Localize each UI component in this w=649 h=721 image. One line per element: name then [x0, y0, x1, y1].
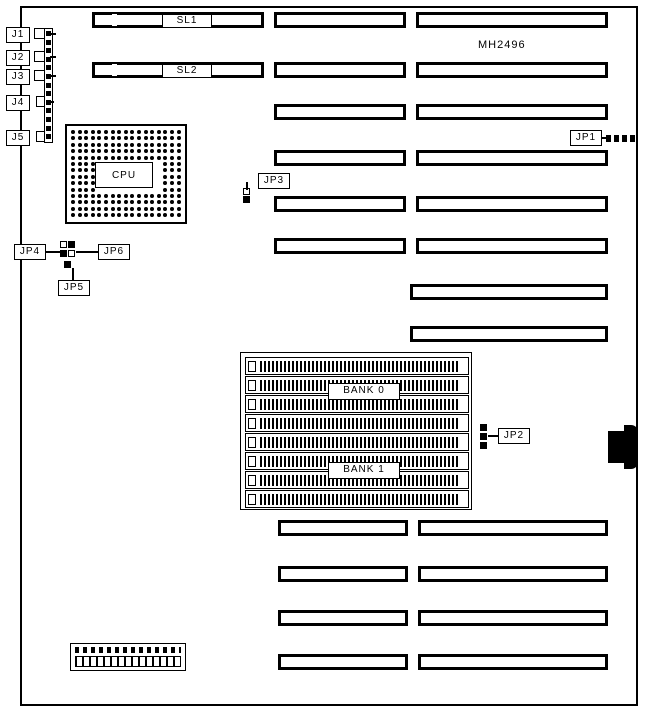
expansion-slot-mid-r-1[interactable]: [416, 104, 608, 120]
simm-tab: [248, 437, 256, 448]
cpu-pin-dot: [157, 213, 161, 217]
cpu-pin-dot: [150, 194, 154, 198]
cpu-pin-dot: [137, 194, 141, 198]
cpu-pin-dot: [71, 194, 75, 198]
keyboard-connector[interactable]: [608, 425, 638, 469]
cpu-pin-dot: [91, 149, 95, 153]
cpu-pin-dot: [104, 130, 108, 134]
cpu-pin-dot: [71, 162, 75, 166]
edge-pin: [46, 117, 51, 122]
cpu-pin-dot: [170, 149, 174, 153]
slot-inner: [277, 107, 403, 117]
slot-notch: [112, 14, 117, 26]
simm-contacts: [260, 437, 460, 448]
jumper-label-jp2: JP2: [498, 428, 530, 444]
cpu-pin-dot: [137, 156, 141, 160]
cpu-pin-dot: [150, 200, 154, 204]
cpu-pin-dot: [130, 130, 134, 134]
cpu-pin-dot: [177, 162, 181, 166]
cpu-pin-dot: [177, 149, 181, 153]
slot-inner: [277, 15, 403, 25]
cpu-pin-dot: [117, 213, 121, 217]
jumper-label-jp1: JP1: [570, 130, 602, 146]
cpu-pin-dot: [163, 156, 167, 160]
cpu-pin-dot: [177, 175, 181, 179]
expansion-slot-bot-3[interactable]: [278, 610, 408, 626]
cpu-pin-dot: [97, 213, 101, 217]
cpu-pin-dot: [71, 130, 75, 134]
cpu-pin-dot: [144, 156, 148, 160]
header-pin-row-bottom: [75, 656, 181, 667]
cpu-pin-dot: [91, 156, 95, 160]
simm-tab: [248, 380, 256, 391]
cpu-pin-dot: [78, 162, 82, 166]
expansion-slot-bot-r-1[interactable]: [418, 520, 608, 536]
cpu-pin-dot: [157, 156, 161, 160]
expansion-slot-bot-r-2[interactable]: [418, 566, 608, 582]
slot-inner: [419, 241, 605, 251]
cpu-pin-dot: [177, 168, 181, 172]
cpu-pin-dot: [163, 194, 167, 198]
connector-label-j5: J5: [6, 130, 30, 146]
cpu-pin-dot: [157, 207, 161, 211]
cpu-pin-dot: [150, 156, 154, 160]
cpu-pin-dot: [84, 200, 88, 204]
simm-tab: [248, 494, 256, 505]
cpu-pin-dot: [137, 200, 141, 204]
cpu-pin-dot: [170, 175, 174, 179]
simm-socket[interactable]: [245, 490, 469, 508]
cpu-pin-dot: [84, 156, 88, 160]
slot-inner: [277, 199, 403, 209]
cpu-pin-dot: [177, 130, 181, 134]
cpu-pin-dot: [71, 143, 75, 147]
slot-inner: [277, 241, 403, 251]
jumper-label-jp6: JP6: [98, 244, 130, 260]
expansion-slot-top-mid-1[interactable]: [274, 12, 406, 28]
cpu-pin-dot: [78, 207, 82, 211]
expansion-slot-bot-2[interactable]: [278, 566, 408, 582]
cpu-pin-dot: [163, 200, 167, 204]
connector-j4-leader: [50, 101, 54, 103]
cpu-pin-dot: [104, 200, 108, 204]
slot-inner: [421, 523, 605, 533]
cpu-label: CPU: [95, 162, 153, 188]
cpu-pin-dot: [150, 149, 154, 153]
cpu-pin-dot: [71, 188, 75, 192]
jumper-label-jp3: JP3: [258, 173, 290, 189]
cpu-pin-dot: [78, 130, 82, 134]
cpu-pin-dot: [130, 156, 134, 160]
slot-inner: [281, 613, 405, 623]
simm-contacts: [260, 399, 460, 410]
left-edge-pin-dots: [44, 28, 53, 143]
cpu-pin-dot: [124, 207, 128, 211]
cpu-pin-dot: [163, 143, 167, 147]
cpu-pin-dot: [150, 207, 154, 211]
slot-inner: [421, 657, 605, 667]
slot-inner: [419, 153, 605, 163]
edge-pin: [46, 40, 51, 45]
keyboard-connector-shell: [624, 425, 638, 469]
cpu-pin-dot: [84, 149, 88, 153]
simm-socket[interactable]: [245, 357, 469, 375]
cpu-pin-dot: [130, 143, 134, 147]
expansion-slot-mid-4[interactable]: [274, 238, 406, 254]
slot-inner: [281, 523, 405, 533]
simm-tab: [248, 456, 256, 467]
cpu-pin-dot: [170, 143, 174, 147]
slot-inner: [413, 329, 605, 339]
edge-pin: [46, 91, 51, 96]
slot-inner: [421, 569, 605, 579]
cpu-pin-dot: [163, 188, 167, 192]
cpu-pin-dot: [170, 130, 174, 134]
edge-pin: [46, 126, 51, 131]
cpu-pin-dot: [170, 207, 174, 211]
expansion-slot-top-right-2[interactable]: [416, 62, 608, 78]
cpu-pin-dot: [177, 213, 181, 217]
cpu-pin-dot: [163, 149, 167, 153]
expansion-slot-bot-1[interactable]: [278, 520, 408, 536]
cpu-pin-dot: [78, 188, 82, 192]
cpu-pin-dot: [144, 207, 148, 211]
cpu-pin-dot: [97, 207, 101, 211]
cpu-pin-dot: [117, 130, 121, 134]
cpu-pin-dot: [130, 149, 134, 153]
cpu-pin-dot: [163, 207, 167, 211]
edge-pin: [46, 65, 51, 70]
simm-socket[interactable]: [245, 433, 469, 451]
cpu-pin-dot: [97, 194, 101, 198]
cpu-pin-dot: [111, 143, 115, 147]
cpu-pin-dot: [177, 200, 181, 204]
jumper-jp2-leader: [488, 435, 498, 437]
slot-inner: [421, 613, 605, 623]
expansion-slot-mid-r-6[interactable]: [410, 326, 608, 342]
edge-pin: [46, 108, 51, 113]
connector-label-j4: J4: [6, 95, 30, 111]
cpu-pin-dot: [170, 168, 174, 172]
connector-label-j2: J2: [6, 50, 30, 66]
cpu-pin-dot: [130, 136, 134, 140]
cpu-pin-dot: [117, 136, 121, 140]
cpu-pin-dot: [84, 194, 88, 198]
board-id-text: MH2496: [478, 39, 526, 51]
cpu-pin-dot: [170, 136, 174, 140]
connector-label-j3: J3: [6, 69, 30, 85]
cpu-pin-dot: [170, 156, 174, 160]
cpu-pin-dot: [71, 200, 75, 204]
cpu-pin-dot: [157, 136, 161, 140]
cpu-pin-dot: [163, 130, 167, 134]
expansion-slot-mid-r-5[interactable]: [410, 284, 608, 300]
connector-j1-leader: [50, 33, 56, 35]
edge-pin: [46, 48, 51, 53]
cpu-pin-dot: [137, 213, 141, 217]
cpu-pin-dot: [124, 149, 128, 153]
cpu-pin-dot: [84, 143, 88, 147]
expansion-slot-bot-r-4[interactable]: [418, 654, 608, 670]
cpu-pin-dot: [157, 143, 161, 147]
jumper-label-jp4: JP4: [14, 244, 46, 260]
cpu-pin-dot: [78, 175, 82, 179]
cpu-pin-dot: [71, 181, 75, 185]
cpu-pin-dot: [163, 181, 167, 185]
cpu-pin-dot: [144, 213, 148, 217]
cpu-pin-dot: [97, 200, 101, 204]
keyboard-connector-body: [608, 431, 624, 463]
bank-label-0: BANK 0: [328, 383, 400, 400]
cpu-pin-dot: [150, 130, 154, 134]
slot-label-sl2: SL2: [162, 64, 212, 78]
cpu-pin-dot: [170, 162, 174, 166]
cpu-pin-dot: [124, 194, 128, 198]
cpu-pin-dot: [91, 207, 95, 211]
cpu-pin-dot: [71, 207, 75, 211]
cpu-pin-dot: [150, 143, 154, 147]
expansion-slot-bot-r-3[interactable]: [418, 610, 608, 626]
cpu-pin-dot: [78, 181, 82, 185]
cpu-pin-dot: [170, 200, 174, 204]
cpu-pin-dot: [157, 194, 161, 198]
cpu-pin-dot: [84, 130, 88, 134]
cpu-pin-dot: [78, 143, 82, 147]
cpu-pin-dot: [78, 194, 82, 198]
cpu-pin-dot: [124, 213, 128, 217]
cpu-pin-dot: [97, 130, 101, 134]
cpu-pin-dot: [177, 181, 181, 185]
cpu-pin-dot: [124, 143, 128, 147]
cpu-pin-dot: [84, 136, 88, 140]
cpu-pin-dot: [97, 156, 101, 160]
cpu-pin-dot: [111, 194, 115, 198]
cpu-pin-dot: [78, 213, 82, 217]
jumper-jp5-leader: [72, 268, 74, 280]
slot-notch: [112, 64, 117, 76]
slot-inner: [419, 199, 605, 209]
cpu-pin-dot: [170, 194, 174, 198]
jumper-label-jp5: JP5: [58, 280, 90, 296]
simm-socket[interactable]: [245, 414, 469, 432]
cpu-pin-dot: [111, 200, 115, 204]
cpu-pin-dot: [84, 175, 88, 179]
edge-pin: [46, 134, 51, 139]
cpu-pin-dot: [71, 168, 75, 172]
cpu-pin-dot: [177, 207, 181, 211]
cpu-pin-dot: [163, 136, 167, 140]
cpu-pin-dot: [71, 149, 75, 153]
cpu-pin-dot: [137, 143, 141, 147]
cpu-pin-dot: [91, 188, 95, 192]
cpu-pin-dot: [124, 130, 128, 134]
cpu-pin-dot: [91, 213, 95, 217]
cpu-pin-dot: [84, 207, 88, 211]
memory-simm-area: [240, 352, 472, 510]
simm-tab: [248, 399, 256, 410]
expansion-slot-mid-2[interactable]: [274, 150, 406, 166]
cpu-pin-dot: [71, 136, 75, 140]
cpu-pin-dot: [111, 149, 115, 153]
cpu-pin-dot: [97, 143, 101, 147]
cpu-pin-dot: [91, 136, 95, 140]
cpu-pin-dot: [84, 213, 88, 217]
cpu-pin-dot: [71, 156, 75, 160]
cpu-pin-dot: [124, 200, 128, 204]
cpu-pin-dot: [170, 213, 174, 217]
cpu-pin-dot: [117, 143, 121, 147]
expansion-slot-mid-r-3[interactable]: [416, 196, 608, 212]
connector-j2-leader: [50, 56, 56, 58]
jumper-jp3-leader: [246, 182, 248, 190]
cpu-pin-dot: [117, 200, 121, 204]
cpu-pin-dot: [130, 200, 134, 204]
cpu-pin-dot: [104, 194, 108, 198]
slot-inner: [419, 65, 605, 75]
jumper-jp6-leader: [76, 251, 98, 253]
simm-contacts: [260, 418, 460, 429]
cpu-pin-dot: [144, 130, 148, 134]
jumper-jp4-leader: [46, 251, 60, 253]
slot-inner: [277, 153, 403, 163]
cpu-pin-dot: [84, 181, 88, 185]
cpu-pin-dot: [163, 162, 167, 166]
cpu-pin-dot: [144, 194, 148, 198]
cpu-pin-dot: [117, 149, 121, 153]
cpu-pin-dot: [163, 175, 167, 179]
expansion-slot-top-right-1[interactable]: [416, 12, 608, 28]
expansion-slot-bot-4[interactable]: [278, 654, 408, 670]
cpu-pin-dot: [111, 213, 115, 217]
bank-label-1: BANK 1: [328, 462, 400, 479]
cpu-pin-dot: [144, 143, 148, 147]
connector-label-j1: J1: [6, 27, 30, 43]
cpu-pin-dot: [104, 207, 108, 211]
cpu-pin-dot: [137, 207, 141, 211]
cpu-pin-dot: [78, 200, 82, 204]
connector-j3-leader: [50, 75, 56, 77]
cpu-pin-dot: [130, 194, 134, 198]
cpu-pin-dot: [163, 168, 167, 172]
cpu-pin-dot: [91, 200, 95, 204]
slot-inner: [413, 287, 605, 297]
cpu-pin-dot: [78, 136, 82, 140]
cpu-pin-dot: [144, 136, 148, 140]
cpu-pin-dot: [111, 156, 115, 160]
cpu-pin-dot: [130, 213, 134, 217]
cpu-pin-dot: [104, 156, 108, 160]
cpu-pin-dot: [170, 181, 174, 185]
simm-tab: [248, 418, 256, 429]
cpu-pin-dot: [170, 188, 174, 192]
cpu-pin-dot: [177, 194, 181, 198]
expansion-slot-mid-1[interactable]: [274, 104, 406, 120]
cpu-pin-dot: [91, 194, 95, 198]
slot-inner: [281, 657, 405, 667]
cpu-pin-dot: [150, 136, 154, 140]
cpu-pin-dot: [124, 136, 128, 140]
slot-inner: [419, 15, 605, 25]
cpu-pin-dot: [144, 149, 148, 153]
cpu-pin-dot: [97, 136, 101, 140]
simm-contacts: [260, 494, 460, 505]
expansion-slot-mid-r-4[interactable]: [416, 238, 608, 254]
cpu-pin-dot: [137, 149, 141, 153]
cpu-pin-dot: [177, 136, 181, 140]
cpu-pin-dot: [137, 130, 141, 134]
slot-inner: [277, 65, 403, 75]
cpu-pin-dot: [84, 162, 88, 166]
slot-inner: [419, 107, 605, 117]
expansion-slot-mid-r-2[interactable]: [416, 150, 608, 166]
cpu-pin-dot: [111, 207, 115, 211]
simm-tab: [248, 475, 256, 486]
cpu-pin-dot: [111, 130, 115, 134]
cpu-pin-dot: [84, 188, 88, 192]
cpu-pin-dot: [78, 156, 82, 160]
expansion-slot-mid-3[interactable]: [274, 196, 406, 212]
cpu-pin-dot: [163, 213, 167, 217]
cpu-pin-dot: [117, 207, 121, 211]
cpu-pin-dot: [71, 175, 75, 179]
expansion-slot-top-mid-2[interactable]: [274, 62, 406, 78]
slot-label-sl1: SL1: [162, 14, 212, 28]
cpu-socket[interactable]: [65, 124, 187, 224]
simm-tab: [248, 361, 256, 372]
cpu-pin-dot: [157, 200, 161, 204]
cpu-pin-dot: [117, 194, 121, 198]
cpu-pin-dot: [97, 149, 101, 153]
cpu-pin-dot: [91, 143, 95, 147]
cpu-pin-dot: [177, 188, 181, 192]
cpu-pin-dot: [124, 156, 128, 160]
cpu-pin-dot: [157, 149, 161, 153]
slot-inner: [281, 569, 405, 579]
cpu-pin-dot: [130, 207, 134, 211]
cpu-pin-dot: [78, 168, 82, 172]
cpu-pin-dot: [177, 156, 181, 160]
cpu-pin-dot: [104, 213, 108, 217]
cpu-pin-dot: [71, 213, 75, 217]
cpu-pin-dot: [84, 168, 88, 172]
cpu-pin-dot: [157, 130, 161, 134]
cpu-pin-dot: [150, 213, 154, 217]
cpu-pin-dot: [177, 143, 181, 147]
cpu-pin-dot: [104, 149, 108, 153]
front-panel-header[interactable]: [70, 643, 186, 671]
cpu-pin-dot: [137, 136, 141, 140]
cpu-pin-dot: [91, 130, 95, 134]
simm-contacts: [260, 361, 460, 372]
jumper-jp1-leader: [602, 137, 608, 139]
cpu-pin-dot: [78, 149, 82, 153]
cpu-pin-dot: [117, 156, 121, 160]
cpu-pin-dot: [104, 136, 108, 140]
cpu-pin-dot: [111, 136, 115, 140]
header-pin-row-top: [75, 647, 181, 653]
cpu-pin-dot: [144, 200, 148, 204]
cpu-pin-dot: [104, 143, 108, 147]
edge-pin: [46, 83, 51, 88]
